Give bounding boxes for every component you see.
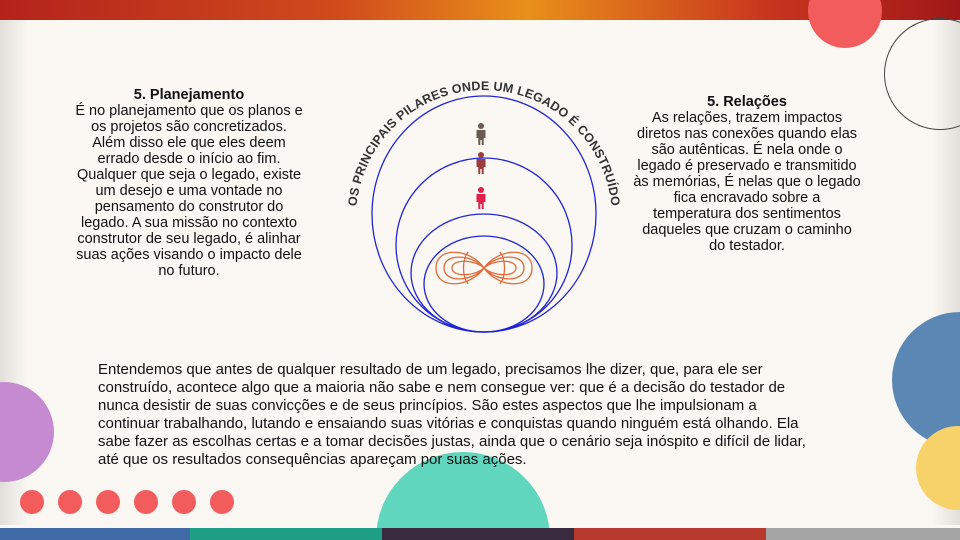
planejamento-line: É no planejamento que os planos e [75, 103, 303, 119]
bottom-color-bar [0, 528, 960, 540]
top-right-outline-circle [884, 18, 960, 130]
person-icon [477, 123, 486, 145]
ring-second [396, 158, 572, 332]
dot [20, 490, 44, 514]
top-right-coral-circle [808, 0, 882, 48]
dot [210, 490, 234, 514]
planejamento-block [64, 87, 314, 279]
paragraph-line: nunca desistir de suas convicções e de seus princípios. São estes aspectos que lhe impulsionam a [98, 397, 757, 414]
planejamento-line: construtor de seu legado, é alinhar [77, 231, 301, 247]
ring-inner [424, 236, 544, 332]
left-purple-circle [0, 382, 54, 482]
bar-segment-gray [766, 528, 960, 540]
person-icon [477, 187, 486, 209]
planejamento-line: pensamento do construtor do [94, 199, 284, 215]
relacoes-line: daqueles que cruzam o caminho [642, 222, 852, 238]
bar-segment-teal [190, 528, 382, 540]
ring-third [411, 214, 557, 332]
pillars-diagram [330, 70, 630, 340]
relacoes-line: do testador. [709, 238, 785, 254]
relacoes-line: temperatura dos sentimentos [653, 206, 841, 222]
relacoes-heading: 5. Relações [707, 94, 787, 110]
planejamento-line: errado desde o início ao fim. [97, 151, 281, 167]
person-icon [477, 152, 486, 174]
dot [96, 490, 120, 514]
paragraph-line: continuar trabalhando, lutando e ensaiando suas vitórias e conquistas quando ninguém está olhando. Ela [98, 415, 799, 432]
planejamento-line: Além disso ele que eles deem [92, 135, 286, 151]
relacoes-line: diretos nas conexões quando elas [636, 126, 858, 142]
planejamento-line: legado. A sua missão no contexto [80, 215, 298, 231]
relacoes-line: legado é preservado e transmitido [637, 158, 857, 174]
planejamento-heading: 5. Planejamento [133, 87, 245, 103]
paragraph-line: sabe fazer as escolhas certas e a tomar decisões justas, ainda que o cenário seja inóspito e difícil de lidar, [98, 433, 806, 450]
planejamento-line: suas ações visando o impacto dele [76, 247, 302, 263]
planejamento-line: um desejo e uma vontade no [95, 183, 283, 199]
decorative-dots [20, 490, 234, 514]
dot [134, 490, 158, 514]
paragraph-line: Entendemos que antes de qualquer resultado de um legado, precisamos lhe dizer, que, para ele ser [98, 361, 763, 378]
bar-segment-blue [0, 528, 190, 540]
relacoes-line: As relações, trazem impactos [651, 110, 843, 126]
body-paragraph [98, 361, 854, 469]
dot [58, 490, 82, 514]
paragraph-line: construído, acontece algo que a maioria não sabe e nem consegue ver: que é a decisão do testador de [98, 379, 786, 396]
right-yellow-circle [916, 426, 960, 510]
relacoes-line: às memórias, É nelas que o legado [633, 174, 861, 190]
relacoes-line: são autênticas. É nela onde o [651, 142, 843, 158]
planejamento-line: no futuro. [158, 263, 220, 279]
relacoes-block [622, 94, 872, 254]
arc-title: OS PRINCIPAIS PILARES ONDE UM LEGADO É CONSTRUÍDO [345, 78, 623, 207]
relacoes-line: fica encravado sobre a [673, 190, 821, 206]
infinity-icon [436, 252, 532, 284]
bar-segment-red [574, 528, 766, 540]
paragraph-line: até que os resultados consequências apareçam por suas ações. [98, 451, 527, 468]
planejamento-line: Qualquer que seja o legado, existe [76, 167, 302, 183]
planejamento-line: os projetos são concretizados. [91, 119, 287, 135]
bar-segment-dark [382, 528, 574, 540]
dot [172, 490, 196, 514]
